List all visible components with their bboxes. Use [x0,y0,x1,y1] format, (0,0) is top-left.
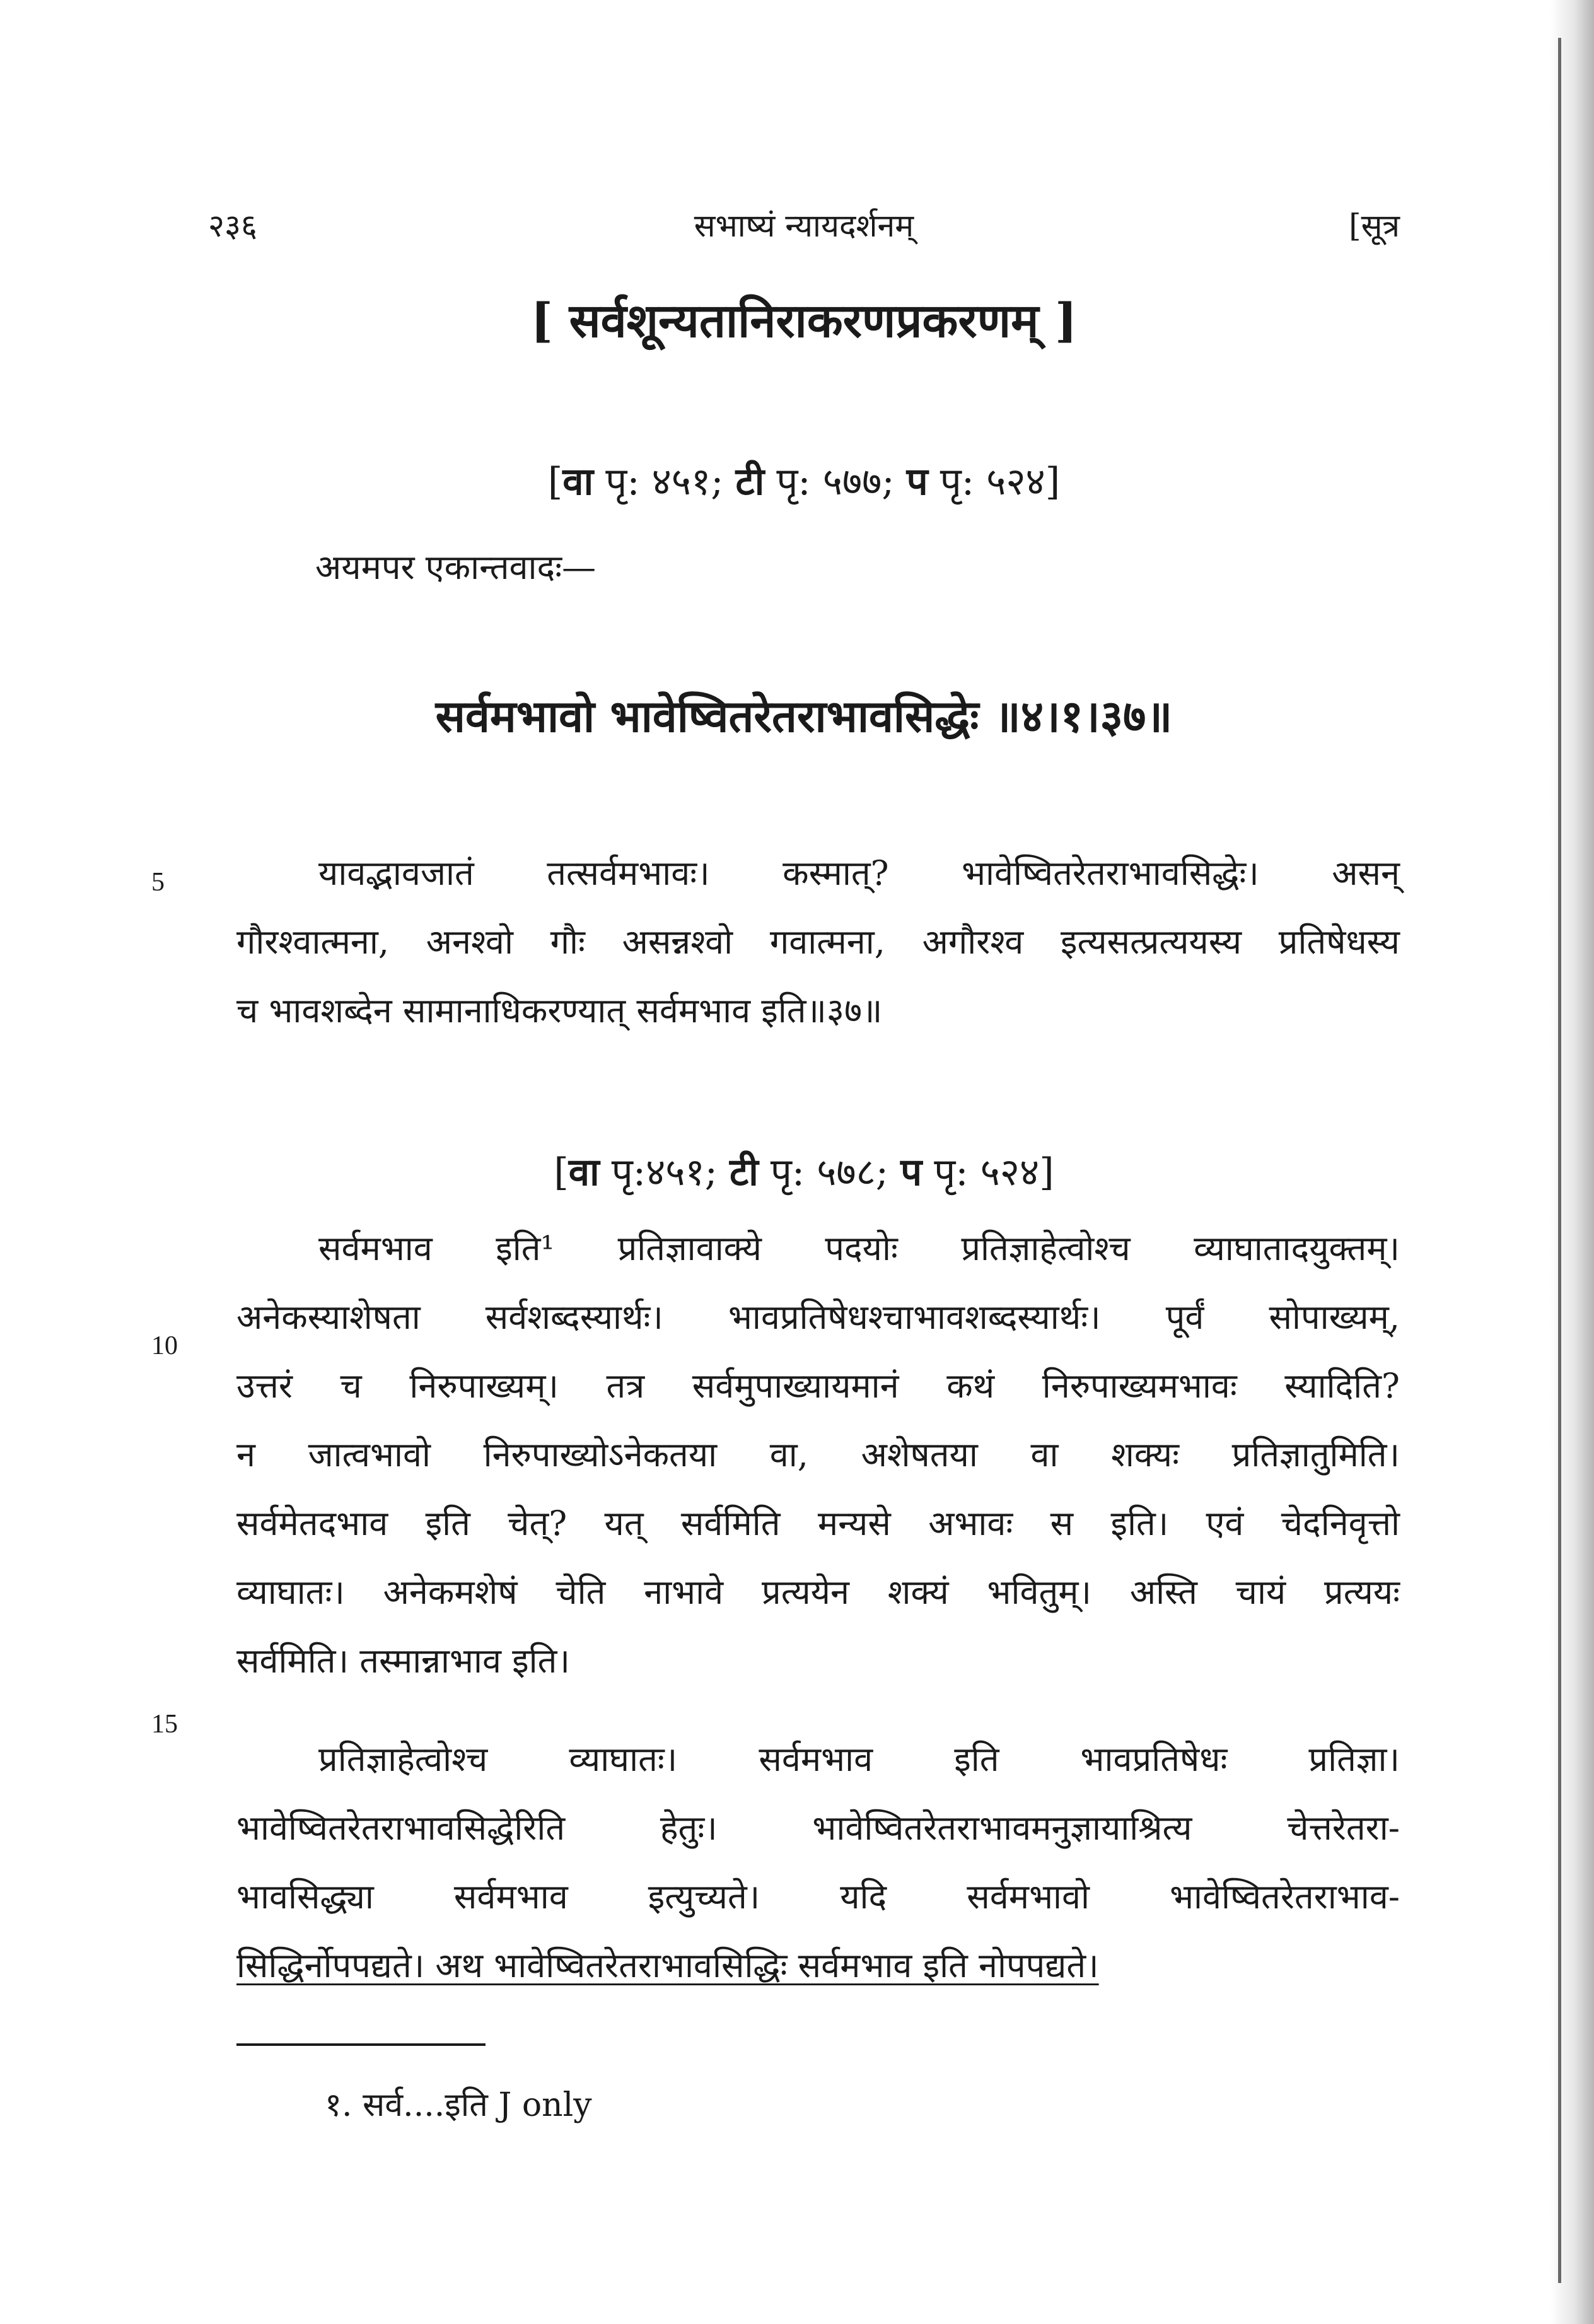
paragraph-2-line: व्याघातः। अनेकमशेषं चेति नाभावे प्रत्ययेन शक्यं भवितुम्। अस्ति चायं प्रत्ययः [236,1572,1400,1612]
paragraph-1-line: गौरश्वात्मना, अनश्वो गौः असन्नश्वो गवात्मना, अगौरश्व इत्यसत्प्रत्ययस्य प्रतिषेधस्य [236,922,1400,962]
ref1-ti-page: पृ: ५७७; [764,460,907,504]
paragraph-1-line: च भावशब्देन सामानाधिकरण्यात् सर्वमभाव इति॥३७॥ [236,991,883,1031]
footnote: १. सर्व....इति J only [325,2086,592,2124]
running-title: सभाष्यं न्यायदर्शनम् [694,207,914,244]
ref2-va: वा [568,1150,600,1194]
paragraph-2 [236,1214,1400,1695]
reference-line-2 [208,1145,1400,1196]
paragraph-3-line: भावेष्वितरेतराभावसिद्धेरिति हेतुः। भावेष्वितरेतराभावमनुज्ञायाश्रित्य चेत्तरेतरा- [236,1808,1400,1848]
paragraph-2-line: अनेकस्याशेषता सर्वशब्दस्यार्थः। भावप्रतिषेधश्चाभावशब्दस्यार्थः। पूर्वं सोपाख्यम्, [236,1297,1400,1337]
ref2-va-page: पृ:४५१; [599,1150,730,1194]
paragraph-2-line: उत्तरं च निरुपाख्यम्। तत्र सर्वमुपाख्यायमानं कथं निरुपाख्यमभावः स्यादिति? [236,1366,1400,1406]
ref1-pa: प [906,460,928,504]
paragraph-2-line: सर्वमेतदभाव इति चेत्? यत् सर्वमिति मन्यसे अभावः स इति। एवं चेदनिवृत्तो [236,1504,1400,1543]
ref2-pa-page: पृ: ५२४] [922,1150,1054,1194]
ref1-ti: टी [735,460,765,504]
section-marker: [सूत्र [1349,207,1400,244]
paragraph-2-line: न जात्वभावो निरुपाख्योऽनेकतया वा, अशेषतया वा शक्यः प्रतिज्ञातुमिति। [236,1435,1400,1474]
ref1-pa-page: पृ: ५२४] [928,460,1061,504]
line-number-5: 5 [151,868,165,897]
footnote-divider [236,2043,486,2046]
chapter-title: [ सर्वशून्यतानिराकरणप्रकरणम् ] [530,294,1078,348]
paragraph-3 [236,1725,1400,2000]
ref2-open: [ [554,1150,569,1194]
ref2-pa: प [900,1150,922,1194]
page-edge-line [1558,38,1561,2283]
reference-line-1 [208,454,1400,506]
page-edge-shadow [1550,0,1594,2324]
paragraph-3-line: सिद्धिर्नोपपद्यते। अथ भावेष्वितरेतराभावसिद्धिः सर्वमभाव इति नोपपद्यते। [236,1946,1099,1985]
paragraph-1 [236,839,1400,1045]
page-header [208,203,1400,254]
ref1-va-page: पृ: ४५१; [593,460,736,504]
ref1-va: वा [562,460,594,504]
paragraph-2-line: सर्वमभाव इति¹ प्रतिज्ञावाक्ये पदयोः प्रतिज्ञाहेत्वोश्च व्याघातादयुक्तम्। [318,1229,1400,1268]
paragraph-3-line: भावसिद्ध्या सर्वमभाव इत्युच्यते। यदि सर्वमभावो भावेष्वितरेतराभाव- [236,1877,1400,1917]
page-number: २३६ [208,207,257,244]
line-number-10: 10 [151,1331,178,1360]
line-number-15: 15 [151,1710,178,1739]
ref2-ti: टी [729,1150,759,1194]
paragraph-3-line: प्रतिज्ञाहेत्वोश्च व्याघातः। सर्वमभाव इति भावप्रतिषेधः प्रतिज्ञा। [318,1739,1400,1779]
ref1-open: [ [547,460,563,504]
intro-line: अयमपर एकान्तवादः— [315,547,596,587]
paragraph-1-line: यावद्भावजातं तत्सर्वमभावः। कस्मात्? भावेष्वितरेतराभावसिद्धेः। असन् [318,853,1400,893]
ref2-ti-page: पृ: ५७८; [758,1150,901,1194]
paragraph-2-line: सर्वमिति। तस्मान्नाभाव इति। [236,1641,570,1681]
sutra-text: सर्वमभावो भावेष्वितरेतराभावसिद्धेः ॥४।१।३७॥ [435,690,1173,742]
